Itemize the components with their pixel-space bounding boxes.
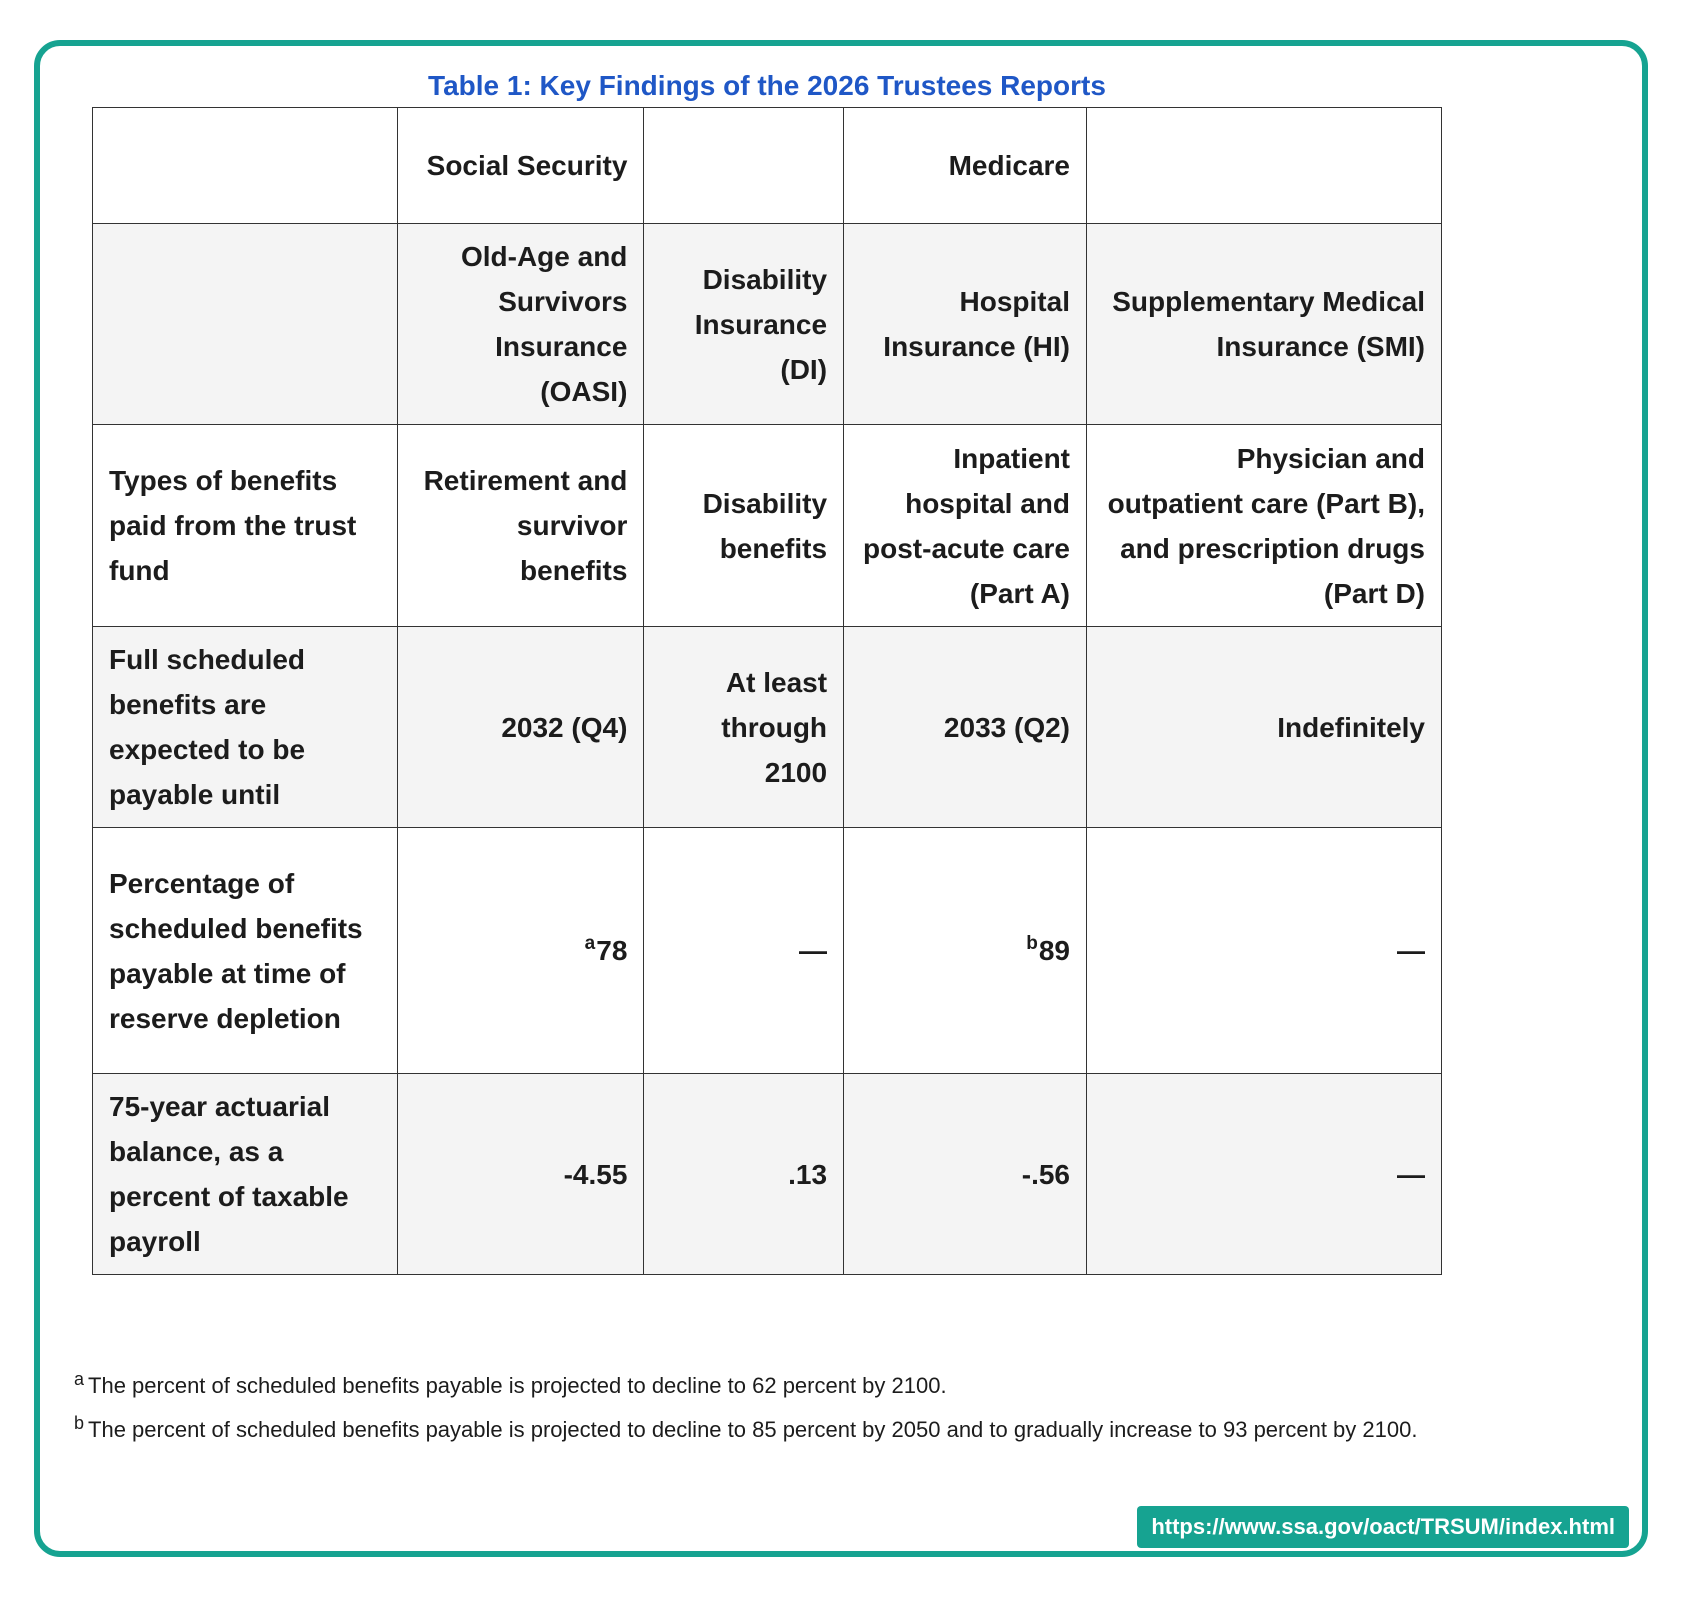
table-cell [644, 1074, 844, 1275]
cell-value: At least through 2100 [721, 666, 828, 788]
table-cell [644, 828, 844, 1074]
table-cell [844, 1074, 1087, 1275]
table-cell [398, 627, 644, 828]
program-header-oasi: Old-Age and Survivors Insurance (OASI) [398, 224, 644, 425]
cell-value: Disability benefits [702, 487, 828, 564]
footnote-mark: b [1026, 933, 1038, 954]
cell-value: Inpatient hospital and post-acute care (Part A) [863, 442, 1070, 609]
program-header-cell [93, 224, 398, 425]
cell-value: 2033 (Q2) [943, 711, 1070, 743]
table-cell [398, 425, 644, 627]
program-header-row [93, 224, 1442, 425]
footnote-a [74, 1370, 1594, 1402]
cell-value: Physician and outpatient care (Part B), and prescription drugs (Part D) [1107, 442, 1425, 609]
cell-value: Retirement and survivor benefits [423, 465, 628, 586]
cell-value: — [1397, 1158, 1425, 1190]
program-header-di: Disability Insurance (DI) [644, 224, 844, 425]
table-row [93, 828, 1442, 1074]
group-header-cell [93, 108, 398, 224]
table-title: Table 1: Key Findings of the 2026 Trustees Reports [428, 70, 1106, 101]
program-header-hi: Hospital Insurance (HI) [844, 224, 1087, 425]
group-header-social-security: Social Security [398, 108, 644, 224]
cell-value: -4.55 [563, 1158, 628, 1190]
table-cell [844, 828, 1087, 1074]
table-cell [644, 425, 844, 627]
table-row [93, 1074, 1442, 1275]
footnote-text: The percent of scheduled benefits payable is projected to decline to 85 percent by 2050 and to gradually increase to 93 percent by 2100. [88, 1417, 1418, 1442]
cell-value: 2032 (Q4) [501, 711, 628, 743]
footnotes [74, 1370, 1594, 1458]
row-label: Percentage of scheduled benefits payable at time of reserve depletion [93, 828, 398, 1074]
source-url-badge: https://www.ssa.gov/oact/TRSUM/index.html [1137, 1506, 1629, 1548]
cell-value: 78 [596, 935, 628, 966]
cell-value: 89 [1038, 935, 1070, 966]
group-header-cell [1087, 108, 1442, 224]
footnote-letter: b [74, 1413, 85, 1433]
table-cell [398, 1074, 644, 1275]
cell-value: Indefinitely [1277, 711, 1425, 743]
row-label: Types of benefits paid from the trust fund [93, 425, 398, 627]
footnote-letter: a [74, 1369, 85, 1389]
table-row [93, 425, 1442, 627]
table-cell [844, 627, 1087, 828]
cell-value: .13 [788, 1158, 828, 1190]
table-cell [398, 828, 644, 1074]
cell-value: -.56 [1021, 1158, 1070, 1190]
footnote-text: The percent of scheduled benefits payable is projected to decline to 62 percent by 2100. [88, 1373, 947, 1398]
table-cell [1087, 627, 1442, 828]
footnote-mark: a [584, 933, 596, 954]
program-header-smi: Supplementary Medical Insurance (SMI) [1087, 224, 1442, 425]
group-header-cell [644, 108, 844, 224]
table-cell [644, 627, 844, 828]
row-label: Full scheduled benefits are expected to be payable until [93, 627, 398, 828]
table-cell [1087, 828, 1442, 1074]
group-header-medicare: Medicare [844, 108, 1087, 224]
row-label: 75-year actuarial balance, as a percent of taxable payroll [93, 1074, 398, 1275]
footnote-b [74, 1414, 1594, 1446]
table-row [93, 627, 1442, 828]
table-cell [1087, 425, 1442, 627]
key-findings-table [92, 107, 1442, 1275]
table-cell [1087, 1074, 1442, 1275]
cell-value: — [1397, 935, 1425, 966]
table-cell [844, 425, 1087, 627]
cell-value: — [799, 935, 828, 966]
group-header-row [93, 108, 1442, 224]
